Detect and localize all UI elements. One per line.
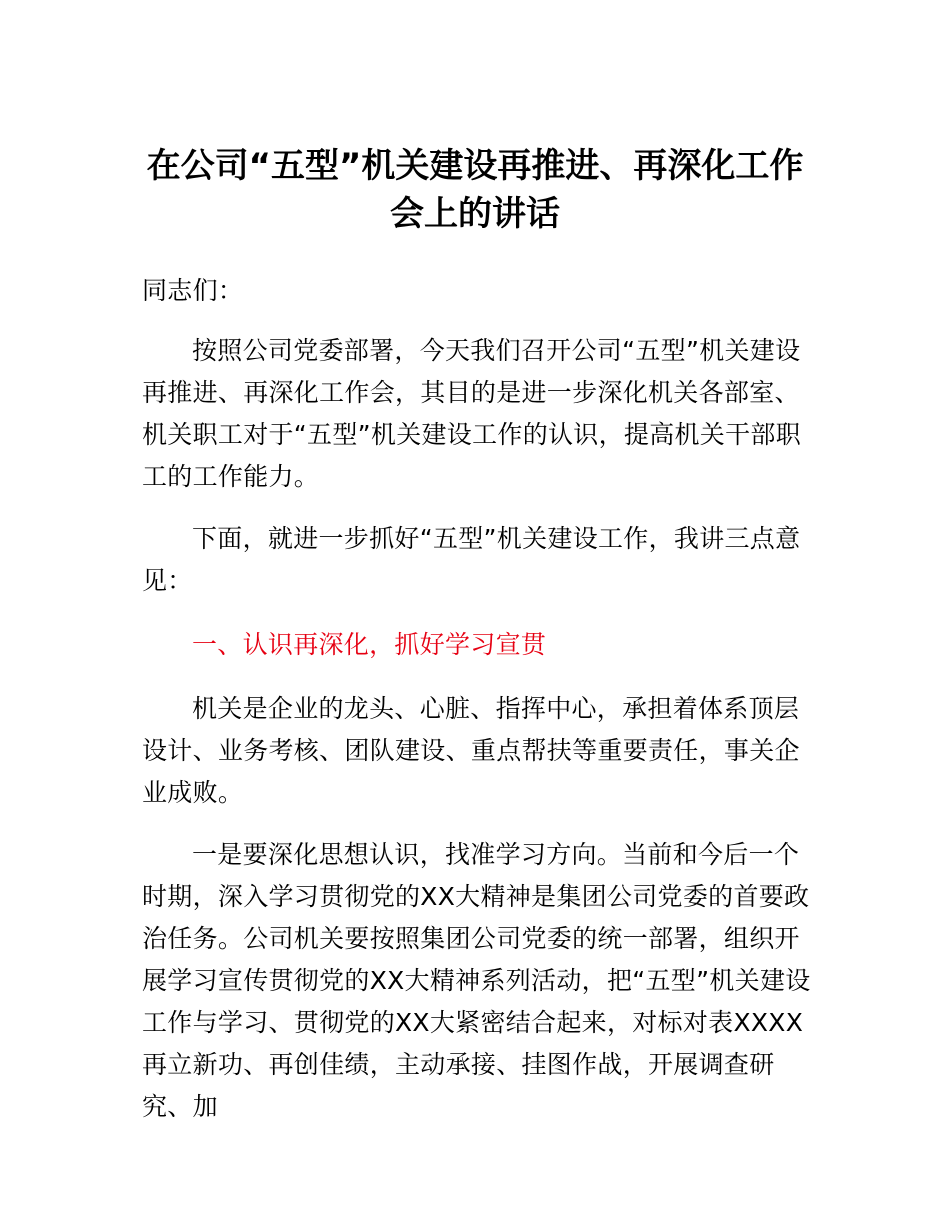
paragraph-3: 机关是企业的龙头、心脏、指挥中心，承担着体系顶层设计、业务考核、团队建设、重点帮扶等重要责任，事关企业成败。 [142,694,800,807]
section-heading-1: 一、认识再深化，抓好学习宣贯 [192,630,547,659]
paragraph-2: 下面，就进一步抓好“五型”机关建设工作，我讲三点意见： [142,524,801,595]
title-line-1: 在公司“五型”机关建设再推进、再深化工作 [146,146,804,186]
paragraph-1: 按照公司党委部署，今天我们召开公司“五型”机关建设再推进、再深化工作会，其目的是进一步深化机关各部室、机关职工对于“五型”机关建设工作的认识，提高机关干部职工的工作能力。 [142,336,802,491]
document-title [130,142,820,238]
salutation: 同志们： [142,276,244,305]
paragraph-4: 一是要深化思想认识，找准学习方向。当前和今后一个时期，深入学习贯彻党的XX大精神是集团公司党委的首要政治任务。公司机关要按照集团公司党委的统一部署，组织开展学习宣传贯彻党的XX大精神系列活动，把“五型”机关建设工作与学习、贯彻党的XX大紧密结合起来，对标对表XXXX再立新功、再创佳绩，主动承接、挂图作战，开展调查研究、加 [142,840,811,1121]
title-line-2: 会上的讲话 [390,194,560,234]
